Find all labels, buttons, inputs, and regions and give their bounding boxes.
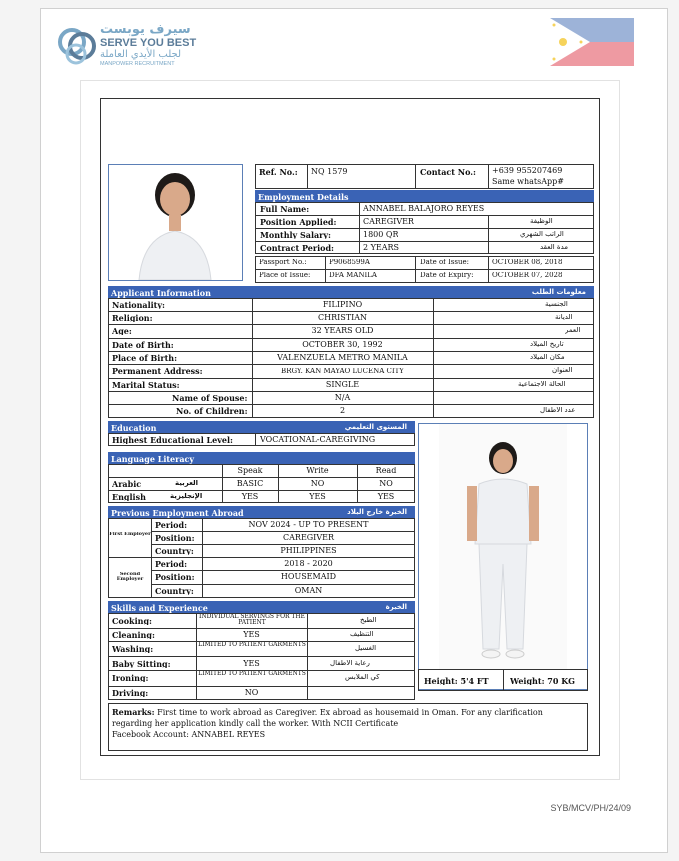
cooking-ar: الطبخ <box>360 617 377 624</box>
remarks-label: Remarks: <box>112 707 155 717</box>
logo-name: SERVE YOU BEST <box>100 37 197 49</box>
portrait-figure-icon <box>109 165 242 280</box>
lang-english: English <box>112 493 146 501</box>
ironing-label: Ironing: <box>112 674 149 682</box>
philippines-flag-icon <box>550 18 634 66</box>
position-label: Position Applied: <box>260 218 337 226</box>
nationality-ar: الجنسية <box>545 301 568 308</box>
address-value: BRGY. KAN MAYAO LUCENA CITY <box>281 368 404 375</box>
emp2-country-label: Country: <box>155 587 194 595</box>
washing-ar: الغسيل <box>355 645 377 652</box>
address-label: Permanent Address: <box>112 367 203 375</box>
ref-label: Ref. No.: <box>259 168 298 176</box>
skills-header: Skills and Experience الخبرة <box>108 601 415 613</box>
arabic-write: NO <box>310 480 325 488</box>
place-issue-value: DFA MANILA <box>329 272 377 279</box>
lang-english-ar: الإنجليزية <box>170 493 203 500</box>
company-logo <box>56 22 196 72</box>
expiry-value: OCTOBER 07, 2028 <box>492 272 563 279</box>
full-body-figure-icon <box>419 424 587 689</box>
nationality-label: Nationality: <box>112 301 165 309</box>
emp2-country: OMAN <box>294 587 323 595</box>
applicant-header: Applicant Information معلومات الطلب <box>108 286 594 298</box>
age-label: Age: <box>112 327 132 335</box>
remarks-text: First time to work abroad as Caregiver. Ex abroad as housemaid in Oman. For any clarification regarding her application kindly call the worker. With NCII Certificate <box>112 708 543 728</box>
marital-ar: الحالة الاجتماعية <box>518 381 566 388</box>
first-employer-title: First Employer <box>109 532 151 537</box>
second-employer-title: Second Employer <box>116 572 144 583</box>
nationality-value: FILIPINO <box>322 301 363 309</box>
emp2-position: HOUSEMAID <box>280 573 337 581</box>
remarks-text-block <box>112 707 584 740</box>
english-read: YES <box>377 493 395 501</box>
position-value: CAREGIVER <box>363 218 414 226</box>
emp2-position-label: Position: <box>155 573 195 581</box>
babysitting-label: Baby Sitting: <box>112 660 171 668</box>
education-header: Education المستوى التعليمي <box>108 421 415 433</box>
driving-label: Driving: <box>112 689 149 697</box>
spouse-label: Name of Spouse: <box>172 394 248 402</box>
full-name-label: Full Name: <box>260 205 310 213</box>
full-name-value: ANNABEL BALAJORO REYES <box>363 205 485 213</box>
lang-arabic: Arabic <box>112 480 142 488</box>
cleaning-label: Cleaning: <box>112 631 155 639</box>
ironing-ar: كي الملابس <box>345 674 380 681</box>
religion-value: CHRISTIAN <box>317 314 368 322</box>
arabic-read: NO <box>379 480 393 488</box>
contact-label: Contact No.: <box>420 168 476 176</box>
emp2-period: 2018 - 2020 <box>284 560 333 568</box>
lang-col-read: Read <box>375 467 397 475</box>
emp1-period: NOV 2024 - UP TO PRESENT <box>248 521 369 529</box>
logo-arabic-name: سيرف يوبست <box>100 22 191 37</box>
logo-arabic-tagline: لجلب الأيدي العاملة <box>100 49 182 60</box>
contact-value: +639 955207469 <box>492 167 563 175</box>
applicant-full-body-photo <box>418 423 588 690</box>
contact-note: Same whatsApp# <box>492 178 564 186</box>
contract-value: 2 YEARS <box>363 244 400 252</box>
salary-ar: الراتب الشهري <box>520 231 564 238</box>
marital-label: Marital Status: <box>112 381 180 389</box>
religion-label: Religion: <box>112 314 153 322</box>
contract-label: Contract Period: <box>260 244 334 252</box>
logo-mark-icon <box>56 22 98 68</box>
english-write: YES <box>309 493 326 501</box>
emp1-period-label: Period: <box>155 521 188 529</box>
education-value: VOCATIONAL-CAREGIVING <box>260 436 376 444</box>
english-speak: YES <box>241 493 259 501</box>
washing-value: LIMITED TO PATIENT GARMENTS <box>198 642 306 648</box>
pob-value: VALENZUELA METRO MANILA <box>277 354 408 362</box>
emp1-position: CAREGIVER <box>283 534 334 542</box>
previous-table <box>108 518 415 598</box>
emp1-country: PHILIPPINES <box>280 547 337 555</box>
issue-date-value: OCTOBER 08, 2018 <box>492 259 563 266</box>
contract-ar: مدة العقد <box>540 244 568 251</box>
age-ar: العمر <box>565 327 581 334</box>
passport-label: Passport No.: <box>259 259 307 266</box>
cleaning-ar: التنظيف <box>350 631 374 638</box>
marital-value: SINGLE <box>325 381 360 389</box>
spouse-value: N/A <box>334 394 351 402</box>
expiry-label: Date of Expiry: <box>420 272 474 279</box>
pob-ar: مكان الميلاد <box>530 354 565 361</box>
address-ar: العنوان <box>552 367 573 374</box>
children-label: No. of Children: <box>176 407 248 415</box>
dob-ar: تاريخ الميلاد <box>530 341 564 348</box>
facebook-account: Facebook Account: ANNABEL REYES <box>112 730 266 739</box>
cooking-value: INDIVIDUAL SERVINGS FOR THE PATIENT <box>198 614 306 627</box>
dob-label: Date of Birth: <box>112 341 174 349</box>
issue-date-label: Date of Issue: <box>420 259 469 266</box>
ironing-value: LIMITED TO PATIENT GARMENTS <box>198 671 306 677</box>
document-code: SYB/MCV/PH/24/09 <box>550 803 631 813</box>
children-ar: عدد الأطفال <box>540 407 576 414</box>
cooking-label: Cooking: <box>112 617 152 625</box>
place-issue-label: Place of Issue: <box>259 272 311 279</box>
lang-col-write: Write <box>306 467 329 475</box>
education-label: Highest Educational Level: <box>112 436 233 444</box>
salary-label: Monthly Salary: <box>260 231 331 239</box>
washing-label: Washing: <box>112 645 154 653</box>
ref-value: NQ 1579 <box>311 168 348 176</box>
passport-value: P9068599A <box>329 259 370 266</box>
emp1-position-label: Position: <box>155 534 195 542</box>
driving-value: NO <box>244 689 259 697</box>
lang-col-speak: Speak <box>237 467 263 475</box>
employment-header: Employment Details <box>255 190 594 202</box>
emp1-country-label: Country: <box>155 547 194 555</box>
previous-header: Previous Employment Abroad الخبرة خارج البلاد <box>108 506 415 518</box>
age-value: 32 YEARS OLD <box>311 327 374 335</box>
height-value: Height: 5'4 FT <box>424 677 489 685</box>
emp2-period-label: Period: <box>155 560 188 568</box>
logo-tagline: MANPOWER RECRUITMENT <box>100 61 175 67</box>
salary-value: 1800 QR <box>363 231 399 239</box>
cleaning-value: YES <box>243 631 260 639</box>
arabic-speak: BASIC <box>236 480 264 488</box>
weight-value: Weight: 70 KG <box>510 677 576 685</box>
dob-value: OCTOBER 30, 1992 <box>302 341 383 349</box>
position-ar: الوظيفة <box>530 218 553 225</box>
children-value: 2 <box>339 407 346 415</box>
religion-ar: الديانة <box>555 314 573 321</box>
pob-label: Place of Birth: <box>112 354 178 362</box>
language-header: Language Literacy <box>108 452 415 464</box>
babysitting-value: YES <box>243 660 260 668</box>
applicant-portrait-photo <box>108 164 243 281</box>
babysitting-ar: رعاية الأطفال <box>330 660 370 667</box>
lang-arabic-ar: العربية <box>175 480 199 487</box>
